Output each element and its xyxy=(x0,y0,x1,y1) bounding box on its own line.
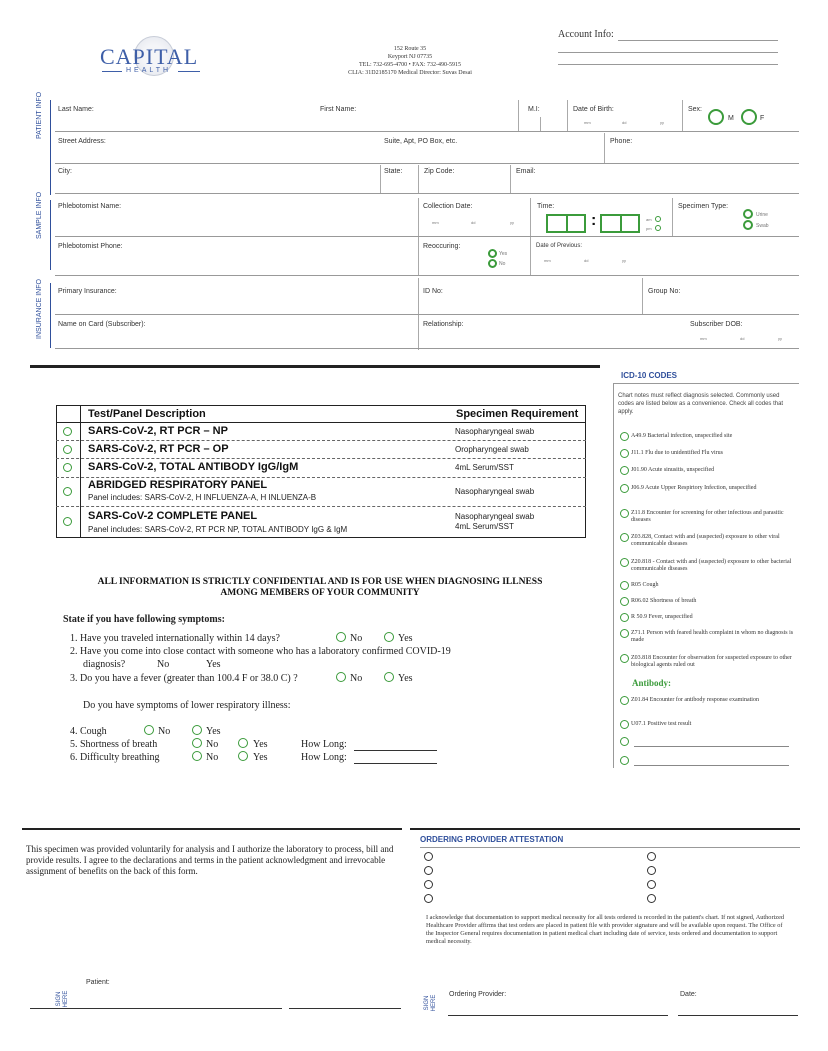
reoccuring-label: Reoccuring: xyxy=(423,243,461,250)
icd-check[interactable] xyxy=(620,466,629,475)
antibody-label: Antibody: xyxy=(632,678,672,688)
provider-attestation-text: I acknowledge that documentation to support medical necessity for all tests ordered is recorded in the patient's chart. If not signed, Authorized Healthcare Provider affirms that test orders are placed in patient file with provider signature and will be available upon request. The Office of the Inspector General requires documentation in patient medical chart including date of service, tests ordered and documentation to support medical necessity. xyxy=(426,914,785,945)
q4-yes-radio[interactable] xyxy=(192,725,202,735)
time-separator: : xyxy=(591,212,597,229)
icd-check[interactable] xyxy=(620,654,629,663)
section-divider xyxy=(30,365,600,368)
test-select-radio[interactable] xyxy=(63,487,72,496)
mi-label: M.I: xyxy=(528,106,540,113)
contact-line: TEL: 732-695-4700 • FAX: 732-490-5915 xyxy=(359,62,461,68)
question-2: 2. Have you come into close contact with someone who has a laboratory confirmed COVID-19 xyxy=(70,646,451,657)
sex-f-radio[interactable] xyxy=(741,109,757,125)
q5-no-radio[interactable] xyxy=(192,738,202,748)
insurance-row-line[interactable] xyxy=(55,314,799,315)
test-row[interactable]: SARS-CoV-2 COMPLETE PANEL Panel includes: SARS-CoV-2, RT PCR NP, TOTAL ANTIBODY IgG & IgM Nasopharyngeal swab 4mL Serum/SST xyxy=(56,507,586,537)
test-col-spec: Specimen Requirement xyxy=(456,408,579,420)
patient-sign-label: Patient: xyxy=(86,979,110,986)
q6-how-long-input[interactable] xyxy=(354,763,437,764)
provider-signature-line[interactable] xyxy=(448,1015,668,1016)
provider-title: ORDERING PROVIDER ATTESTATION xyxy=(420,835,564,844)
q3-no-radio[interactable] xyxy=(336,672,346,682)
insurance-info-label: INSURANCE INFO xyxy=(36,279,43,339)
test-select-radio[interactable] xyxy=(63,517,72,526)
icd-check[interactable] xyxy=(620,613,629,622)
test-select-radio[interactable] xyxy=(63,427,72,436)
icd-check[interactable] xyxy=(620,432,629,441)
dob-label: Date of Birth: xyxy=(573,106,614,113)
provider-option-radio[interactable] xyxy=(647,866,656,875)
question-4: 4. Cough xyxy=(70,726,107,737)
date-previous-label: Date of Previous: xyxy=(536,243,583,249)
name-on-card-row-line[interactable] xyxy=(55,348,799,349)
test-row[interactable]: SARS-CoV-2, RT PCR – OP Oropharyngeal swab xyxy=(56,441,586,459)
street-row-line[interactable] xyxy=(55,163,799,164)
icd-check[interactable] xyxy=(620,558,629,567)
phlebotomist-row-line[interactable] xyxy=(55,236,799,237)
subscriber-dob-label: Subscriber DOB: xyxy=(690,321,743,328)
q6-yes-radio[interactable] xyxy=(238,751,248,761)
q5-how-long-input[interactable] xyxy=(354,750,437,751)
q4-no-radio[interactable] xyxy=(144,725,154,735)
question-5: 5. Shortness of breath xyxy=(70,739,158,750)
provider-option-radio[interactable] xyxy=(647,894,656,903)
test-row[interactable]: SARS-CoV-2, RT PCR – NP Nasopharyngeal swab xyxy=(56,423,586,441)
icd-title: ICD-10 CODES xyxy=(621,371,678,380)
phone-row-line[interactable] xyxy=(55,275,799,276)
q1-no-radio[interactable] xyxy=(336,632,346,642)
am-radio[interactable] xyxy=(655,216,661,222)
icd-check[interactable] xyxy=(620,756,629,765)
clia-line: CLIA: 31D2185170 Medical Director: Suvas Desai xyxy=(348,70,472,76)
sex-label: Sex: xyxy=(688,106,703,113)
urine-radio[interactable] xyxy=(743,209,753,219)
test-col-desc: Test/Panel Description xyxy=(88,408,206,420)
primary-insurance-label: Primary Insurance: xyxy=(58,288,117,295)
relationship-label: Relationship: xyxy=(423,321,464,328)
account-info-line-1[interactable] xyxy=(618,40,778,41)
provider-option-radio[interactable] xyxy=(424,894,433,903)
reoccuring-yes-radio[interactable] xyxy=(488,249,497,258)
ordering-provider-label: Ordering Provider: xyxy=(449,991,507,998)
group-no-label: Group No: xyxy=(648,288,681,295)
collection-date-label: Collection Date: xyxy=(423,203,473,210)
q2-no-option[interactable]: No xyxy=(157,659,170,670)
account-info-line-3[interactable] xyxy=(558,64,778,65)
reoccuring-no-radio[interactable] xyxy=(488,259,497,268)
symptoms-title: State if you have following symptoms: xyxy=(63,614,225,625)
icd-check[interactable] xyxy=(620,509,629,518)
q6-no-radio[interactable] xyxy=(192,751,202,761)
lower-respiratory-question: Do you have symptoms of lower respiratory illness: xyxy=(83,700,291,711)
time-minute-box[interactable] xyxy=(600,214,640,233)
sample-info-label: SAMPLE INFO xyxy=(36,191,43,239)
phlebotomist-phone-label: Phlebotomist Phone: xyxy=(58,243,123,250)
last-name-label: Last Name: xyxy=(58,106,94,113)
icd-note: Chart notes must reflect diagnosis selected. Commonly used codes are listed below as a convenience. Check all codes that apply. xyxy=(618,393,784,415)
city-row-line[interactable] xyxy=(55,193,799,194)
id-no-label: ID No: xyxy=(423,288,443,295)
icd-check[interactable] xyxy=(620,581,629,590)
patient-date-line[interactable] xyxy=(289,1008,401,1009)
address-line2: Keyport NJ 07735 xyxy=(387,54,433,60)
date-label: Date: xyxy=(680,991,697,998)
logo-name: CAPITAL xyxy=(100,44,199,69)
name-on-card-label: Name on Card (Subscriber): xyxy=(58,321,146,328)
test-select-radio[interactable] xyxy=(63,445,72,454)
specimen-type-label: Specimen Type: xyxy=(678,203,729,210)
suite-label: Suite, Apt, PO Box, etc. xyxy=(384,138,458,145)
consent-text: This specimen was provided voluntarily for analysis and I authorize the laboratory to process, bill and provide results. I agree to the declarations and terms in the patient acknowledgment and irrevocable assignment of benefits on the back of this form. xyxy=(26,844,394,876)
phone-label: Phone: xyxy=(610,138,633,145)
provider-sign-here: SIGN HERE xyxy=(424,994,437,1012)
confidential-notice: ALL INFORMATION IS STRICTLY CONFIDENTIAL AND IS FOR USE WHEN DIAGNOSING ILLNESS AMONG MEMBERS OF YOUR COMMUNITY xyxy=(97,577,543,598)
icd-check[interactable] xyxy=(620,629,629,638)
q3-yes-radio[interactable] xyxy=(384,672,394,682)
logo xyxy=(98,42,204,82)
provider-option-radio[interactable] xyxy=(424,866,433,875)
icd-check[interactable] xyxy=(620,597,629,606)
first-name-label: First Name: xyxy=(320,106,357,113)
test-row[interactable]: SARS-CoV-2, TOTAL ANTIBODY IgG/IgM 4mL Serum/SST xyxy=(56,459,586,478)
zip-label: Zip Code: xyxy=(424,168,455,175)
provider-option-radio[interactable] xyxy=(647,852,656,861)
email-label: Email: xyxy=(516,168,536,175)
provider-option-radio[interactable] xyxy=(424,852,433,861)
question-1: 1. Have you traveled internationally within 14 days? xyxy=(70,633,280,644)
q5-how-long-label: How Long: xyxy=(301,739,347,750)
time-hour-box[interactable] xyxy=(546,214,586,233)
patient-info-label: PATIENT INFO xyxy=(36,91,43,139)
address-line1: 152 Route 35 xyxy=(393,46,427,52)
pm-radio[interactable] xyxy=(655,225,661,231)
provider-option-radio[interactable] xyxy=(647,880,656,889)
icd-check[interactable] xyxy=(620,696,629,705)
q5-yes-radio[interactable] xyxy=(238,738,248,748)
provider-option-radio[interactable] xyxy=(424,880,433,889)
account-info-label: Account Info: xyxy=(558,29,614,40)
q2-yes-option[interactable]: Yes xyxy=(206,659,221,670)
icd-check[interactable] xyxy=(620,484,629,493)
state-label: State: xyxy=(384,168,403,175)
street-label: Street Address: xyxy=(58,138,106,145)
icd-check[interactable] xyxy=(620,449,629,458)
q6-how-long-label: How Long: xyxy=(301,752,347,763)
time-label: Time: xyxy=(537,203,555,210)
icd-check[interactable] xyxy=(620,533,629,542)
patient-signature-line[interactable] xyxy=(30,1008,282,1009)
phlebotomist-name-label: Phlebotomist Name: xyxy=(58,203,122,210)
logo-sub: HEALTH xyxy=(126,67,172,74)
icd-check[interactable] xyxy=(620,737,629,746)
lab-address xyxy=(300,45,520,77)
name-row-line[interactable] xyxy=(55,131,799,132)
question-3: 3. Do you have a fever (greater than 100.4 F or 38.0 C) ? xyxy=(70,673,298,684)
icd-check[interactable] xyxy=(620,720,629,729)
patient-sign-here: SIGN HERE xyxy=(56,990,69,1008)
city-label: City: xyxy=(58,168,72,175)
q1-yes-radio[interactable] xyxy=(384,632,394,642)
account-info-line-2[interactable] xyxy=(558,52,778,53)
question-6: 6. Difficulty breathing xyxy=(70,752,160,763)
test-select-radio[interactable] xyxy=(63,463,72,472)
swab-radio[interactable] xyxy=(743,220,753,230)
provider-date-line[interactable] xyxy=(678,1015,798,1016)
sex-m-radio[interactable] xyxy=(708,109,724,125)
test-row[interactable]: ABRIDGED RESPIRATORY PANEL Panel includes: SARS-CoV-2, H INFLUENZA-A, H INLUENZA-B Nasopharyngeal swab xyxy=(56,478,586,507)
